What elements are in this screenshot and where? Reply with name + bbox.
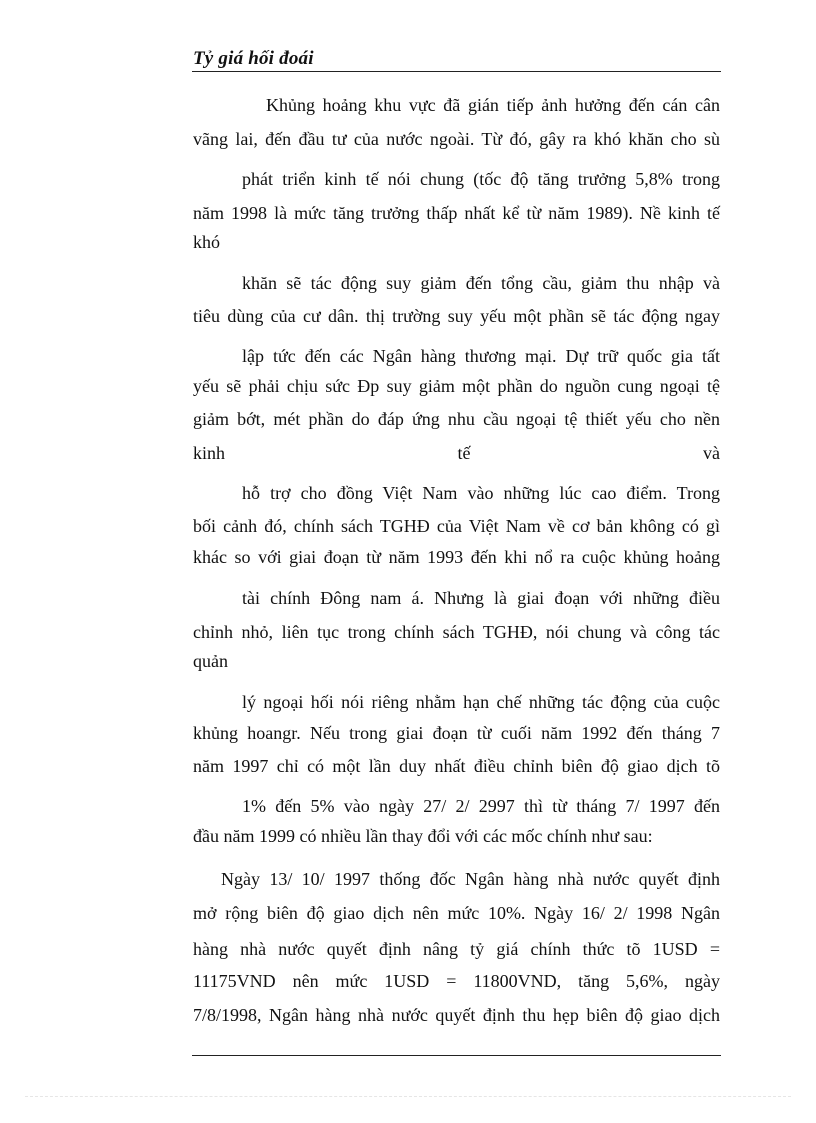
text-line: tiêu dùng của cư dân. thị trường suy yếu một phần sẽ tác động ngay xyxy=(193,306,720,326)
text-line: vãng lai, đến đầu tư của nước ngoài. Từ đó, gây ra khó khăn cho sù xyxy=(193,129,720,149)
text-line: 7/8/1998, Ngân hàng nhà nước quyết định thu hẹp biên độ giao dịch xyxy=(193,1005,720,1025)
text-line: khăn sẽ tác động suy giảm đến tổng cầu, giảm thu nhập và xyxy=(242,273,720,293)
footer-divider xyxy=(192,1055,721,1056)
text-line: hàng nhà nước quyết định nâng tỷ giá chính thức tõ 1USD = xyxy=(193,939,720,959)
text-line: đầu năm 1999 có nhiều lần thay đổi với các mốc chính như sau: xyxy=(193,826,653,846)
text-line: yếu sẽ phải chịu sức Ðp suy giảm một phần do nguồn cung ngoại tệ xyxy=(193,376,720,396)
text-line: năm 1997 chỉ có một lần duy nhất điều chỉnh biên độ giao dịch tõ xyxy=(193,756,720,776)
text-line: khó xyxy=(193,232,220,252)
text-line: khác so với giai đoạn từ năm 1993 đến khi nổ ra cuộc khủng hoảng xyxy=(193,547,720,567)
text-word: tế xyxy=(457,443,471,463)
text-line: phát triển kinh tế nói chung (tốc độ tăng trưởng 5,8% trong xyxy=(242,169,720,189)
text-line: lập tức đến các Ngân hàng thương mại. Dự trữ quốc gia tất xyxy=(242,346,720,366)
text-word: và xyxy=(702,443,720,463)
text-line: 1% đến 5% vào ngày 27/ 2/ 2997 thì từ tháng 7/ 1997 đến xyxy=(242,796,720,816)
text-line: tài chính Đông nam á. Nhưng là giai đoạn với những điều xyxy=(242,588,720,608)
text-line: Khủng hoảng khu vực đã gián tiếp ảnh hưởng đến cán cân xyxy=(266,95,720,115)
text-line: 11175VND nên mức 1USD = 11800VND, tăng 5,6%, ngày xyxy=(193,971,720,991)
page-bottom-edge xyxy=(25,1096,791,1097)
text-line: khủng hoangr. Nếu trong giai đoạn từ cuối năm 1992 đến tháng 7 xyxy=(193,723,720,743)
text-line: Ngày 13/ 10/ 1997 thống đốc Ngân hàng nhà nước quyết định xyxy=(221,869,720,889)
text-line: lý ngoại hối nói riêng nhằm hạn chế những tác động của cuộc xyxy=(242,692,720,712)
text-line: bối cảnh đó, chính sách TGHĐ của Việt Nam về cơ bản không có gì xyxy=(193,516,720,536)
text-line: năm 1998 là mức tăng trưởng thấp nhất kể từ năm 1989). Nề kinh tế xyxy=(193,203,720,223)
text-line-spread xyxy=(193,440,720,466)
page-header-title: Tỷ giá hối đoái xyxy=(193,48,314,69)
text-word: kinh xyxy=(193,443,226,463)
text-line: mở rộng biên độ giao dịch nên mức 10%. Ngày 16/ 2/ 1998 Ngân xyxy=(193,903,720,923)
text-line: quản xyxy=(193,651,228,671)
text-line: hỗ trợ cho đồng Việt Nam vào những lúc cao điểm. Trong xyxy=(242,483,720,503)
text-line: giảm bớt, mét phần do đáp ứng nhu cầu ngoại tệ thiết yếu cho nền xyxy=(193,409,720,429)
header-divider xyxy=(192,71,721,72)
text-line: chỉnh nhỏ, liên tục trong chính sách TGHĐ, nói chung và công tác xyxy=(193,622,720,642)
